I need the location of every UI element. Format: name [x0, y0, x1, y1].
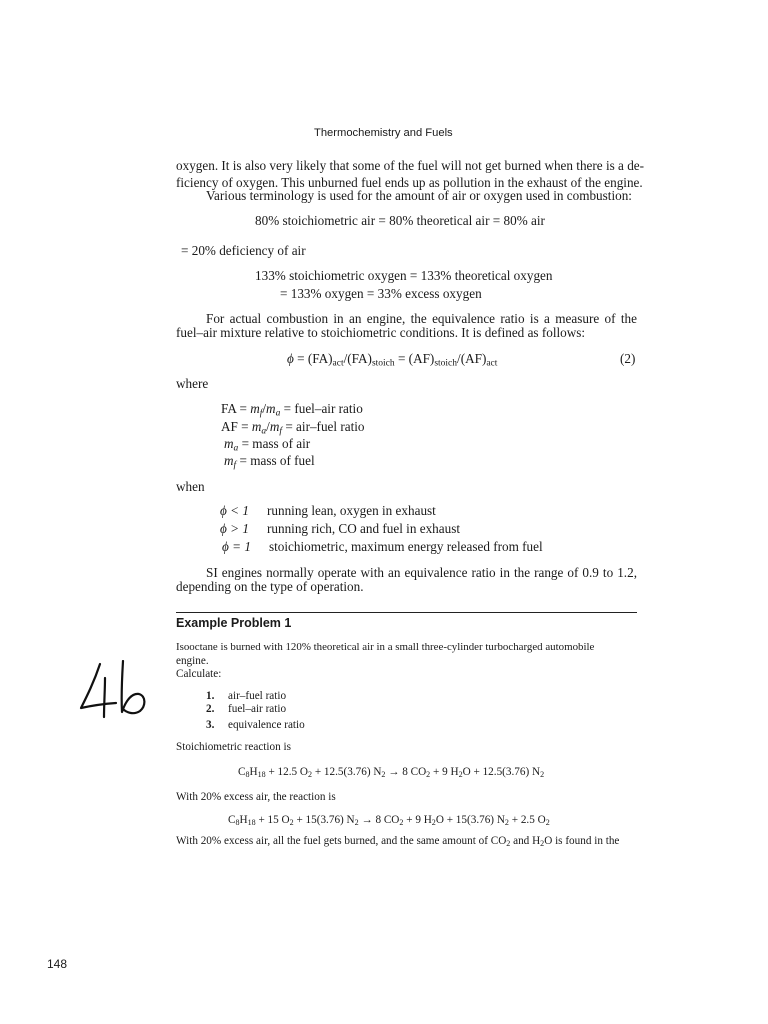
list-item: 3. equivalence ratio [206, 719, 305, 731]
example-line: With 20% excess air, all the fuel gets burned, and the same amount of $CO_2$ and $H_2O$ is found in the [176, 835, 620, 849]
case-rich: ϕ > 1 running rich, CO and fuel in exhaust [220, 521, 461, 536]
example-line: engine. [176, 655, 209, 667]
equation-air-terms-continued: = 20% deficiency of air [181, 243, 306, 258]
page-number: 148 [47, 957, 68, 971]
running-header: Thermochemistry and Fuels [314, 127, 453, 139]
body-line: For actual combustion in an engine, the equivalence ratio is a measure of the [206, 311, 637, 326]
case-stoichiometric: ϕ = 1 stoichiometric, maximum energy released from fuel [222, 539, 543, 554]
equation-air-terms: 80% stoichiometric air = 80% theoretical air = 80% air [255, 213, 545, 228]
body-line: ficiency of oxygen. This unburned fuel ends up as pollution in the exhaust of the engine. [176, 175, 643, 190]
excess-label: With 20% excess air, the reaction is [176, 791, 336, 803]
list-item: 1. air–fuel ratio [206, 690, 287, 702]
when-label: when [176, 479, 205, 494]
equation-oxygen-terms-continued: = 133% oxygen = 33% excess oxygen [280, 286, 482, 301]
phi-symbol: ϕ [287, 351, 294, 366]
example-line: Calculate: [176, 668, 222, 680]
example-heading: Example Problem 1 [176, 616, 292, 630]
definition-ma: $m_a$ = mass of air [224, 436, 311, 454]
section-divider [176, 612, 637, 613]
handwritten-annotation [76, 660, 150, 722]
definition-af: AF = $m_a/m_f$ = air–fuel ratio [221, 419, 365, 437]
body-line: fuel–air mixture relative to stoichiometric conditions. It is defined as follows: [176, 325, 586, 340]
case-lean: ϕ < 1 running lean, oxygen in exhaust [220, 503, 436, 518]
body-line: SI engines normally operate with an equivalence ratio in the range of 0.9 to 1.2, [206, 565, 637, 580]
definition-fa: FA = $m_f/m_a$ = fuel–air ratio [221, 401, 363, 419]
where-label: where [176, 376, 209, 391]
stoich-label: Stoichiometric reaction is [176, 741, 291, 753]
example-line: Isooctane is burned with 120% theoretical air in a small three-cylinder turbocharged automobile [176, 641, 595, 653]
body-line: Various terminology is used for the amount of air or oxygen used in combustion: [206, 188, 632, 203]
equation-2: $\phi = (FA)_{act}/(FA)_{stoich} = (AF)_{stoich}/(AF)_{act}$ [287, 351, 498, 369]
body-line: oxygen. It is also very likely that some of the fuel will not get burned when there is a de- [176, 158, 645, 173]
excess-air-reaction: $C_8H_{18} + 15$ $O_2 + 15(3.76) N_2 \to 8$ $CO_2 + 9$ $H_2O + 15(3.76) N_2 + 2.5$ $O_2$ [228, 814, 550, 828]
stoichiometric-reaction: $C_8H_{18} + 12.5$ $O_2 + 12.5(3.76) N_2 \to 8$ $CO_2 + 9$ $H_2O + 12.5(3.76)$ $N_2$ [238, 766, 545, 780]
body-line: depending on the type of operation. [176, 579, 364, 594]
list-item: 2. fuel–air ratio [206, 703, 287, 715]
definition-mf: $m_f$ = mass of fuel [224, 453, 315, 471]
equation-number: (2) [620, 351, 636, 366]
equation-oxygen-terms: 133% stoichiometric oxygen = 133% theoretical oxygen [255, 268, 553, 283]
